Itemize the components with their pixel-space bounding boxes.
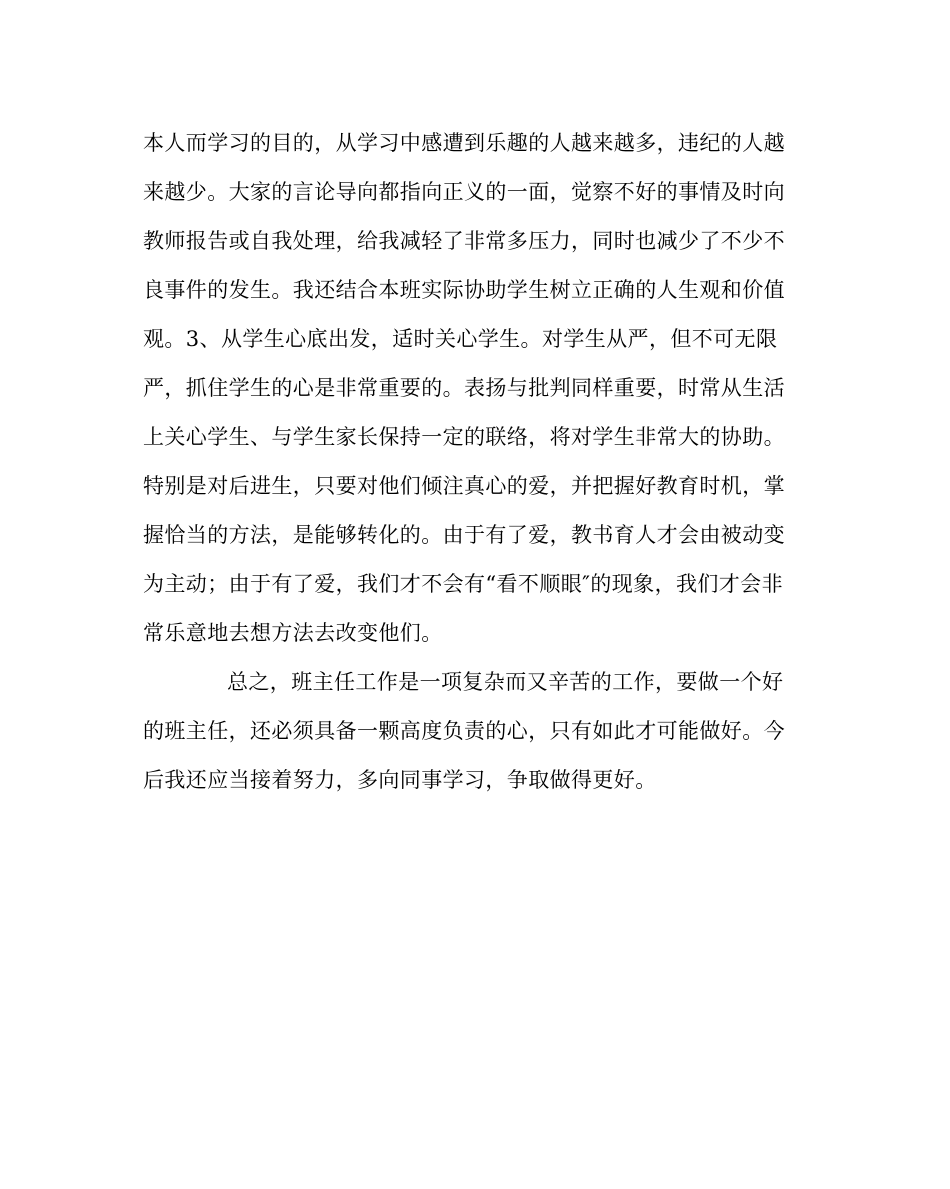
text-line: 常乐意地去想方法去改变他们。 [143, 621, 443, 645]
text-line: 教师报告或自我处理，给我减轻了非常多压力，同时也减少了不少不 [143, 229, 785, 253]
text-line: 良事件的发生。我还结合本班实际协助学生树立正确的人生观和价值 [143, 278, 785, 302]
text-line: 握恰当的方法，是能够转化的。由于有了爱，教书育人才会由被动变 [143, 523, 785, 547]
text-line: 后我还应当接着努力，多向同事学习，争取做得更好。 [143, 768, 657, 792]
text-line: 的班主任，还必须具备一颗高度负责的心，只有如此才可能做好。今 [143, 719, 785, 743]
text-line: 观。3、从学生心底出发，适时关心学生。对学生从严，但不可无限 [143, 327, 778, 351]
text-line: 总之，班主任工作是一项复杂而又辛苦的工作，要做一个好 [227, 670, 784, 694]
text-line: 严，抓住学生的心是非常重要的。表扬与批判同样重要，时常从生活 [143, 376, 785, 400]
text-line: 本人而学习的目的，从学习中感遭到乐趣的人越来越多，违纪的人越 [143, 131, 785, 155]
text-line: 为主动；由于有了爱，我们才不会有“看不顺眼″的现象，我们才会非 [143, 572, 783, 596]
text-line: 来越少。大家的言论导向都指向正义的一面，觉察不好的事情及时向 [143, 180, 785, 204]
text-line: 特别是对后进生，只要对他们倾注真心的爱，并把握好教育时机，掌 [143, 474, 785, 498]
text-line: 上关心学生、与学生家长保持一定的联络，将对学生非常大的协助。 [143, 425, 785, 449]
